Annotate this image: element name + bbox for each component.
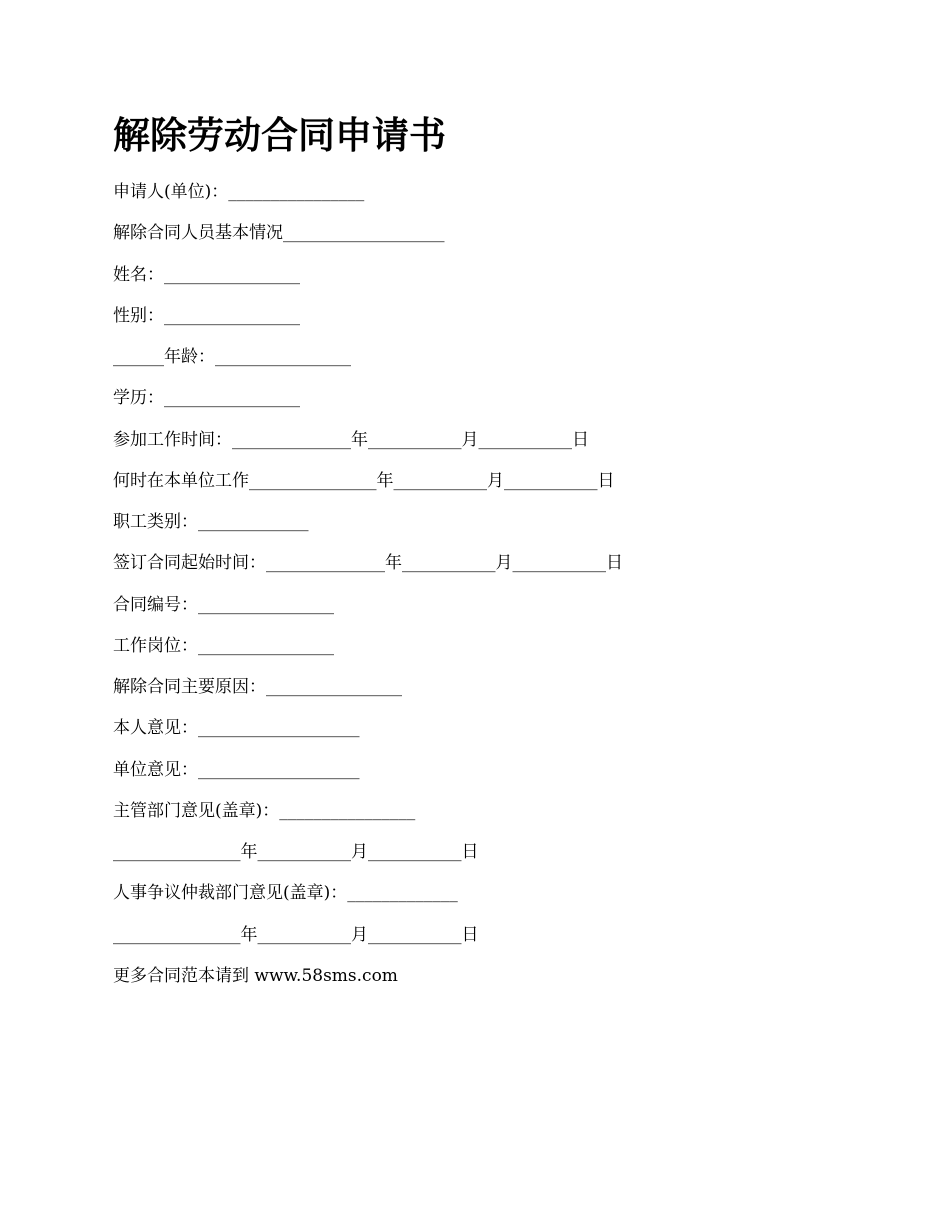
document-title: 解除劳动合同申请书: [113, 114, 446, 157]
field-arbitration-opinion: 人事争议仲裁部门意见(盖章)：_____________: [113, 883, 458, 904]
field-gender: 性别：________________: [113, 305, 300, 326]
form-fields: [113, 178, 893, 1003]
field-contract-start-date: 签订合同起始时间：______________年___________月___________日: [113, 553, 623, 574]
field-age: ______年龄：________________: [113, 347, 351, 367]
field-personal-opinion: 本人意见：___________________: [113, 718, 360, 739]
field-unit-start-date: 何时在本单位工作_______________年___________月___________日: [113, 470, 615, 491]
field-authority-opinion: 主管部门意见(盖章)：________________: [113, 800, 416, 821]
field-contract-number: 合同编号：________________: [113, 594, 334, 615]
footer-more-templates: 更多合同范本请到 www.58sms.com: [113, 965, 398, 986]
field-basic-info: 解除合同人员基本情况___________________: [113, 223, 445, 244]
field-work-start-date: 参加工作时间：______________年___________月___________日: [113, 429, 589, 450]
field-termination-reason: 解除合同主要原因：________________: [113, 677, 402, 697]
field-applicant: 申请人(单位)：________________: [113, 182, 365, 202]
field-authority-date: _______________年___________月___________日: [113, 842, 479, 862]
field-education: 学历：________________: [113, 388, 300, 409]
field-employee-category: 职工类别：_____________: [113, 512, 309, 532]
field-unit-opinion: 单位意见：___________________: [113, 759, 360, 780]
field-job-position: 工作岗位：________________: [113, 635, 334, 656]
field-arbitration-date: _______________年___________月___________日: [113, 924, 479, 945]
field-name: 姓名：________________: [113, 264, 300, 285]
